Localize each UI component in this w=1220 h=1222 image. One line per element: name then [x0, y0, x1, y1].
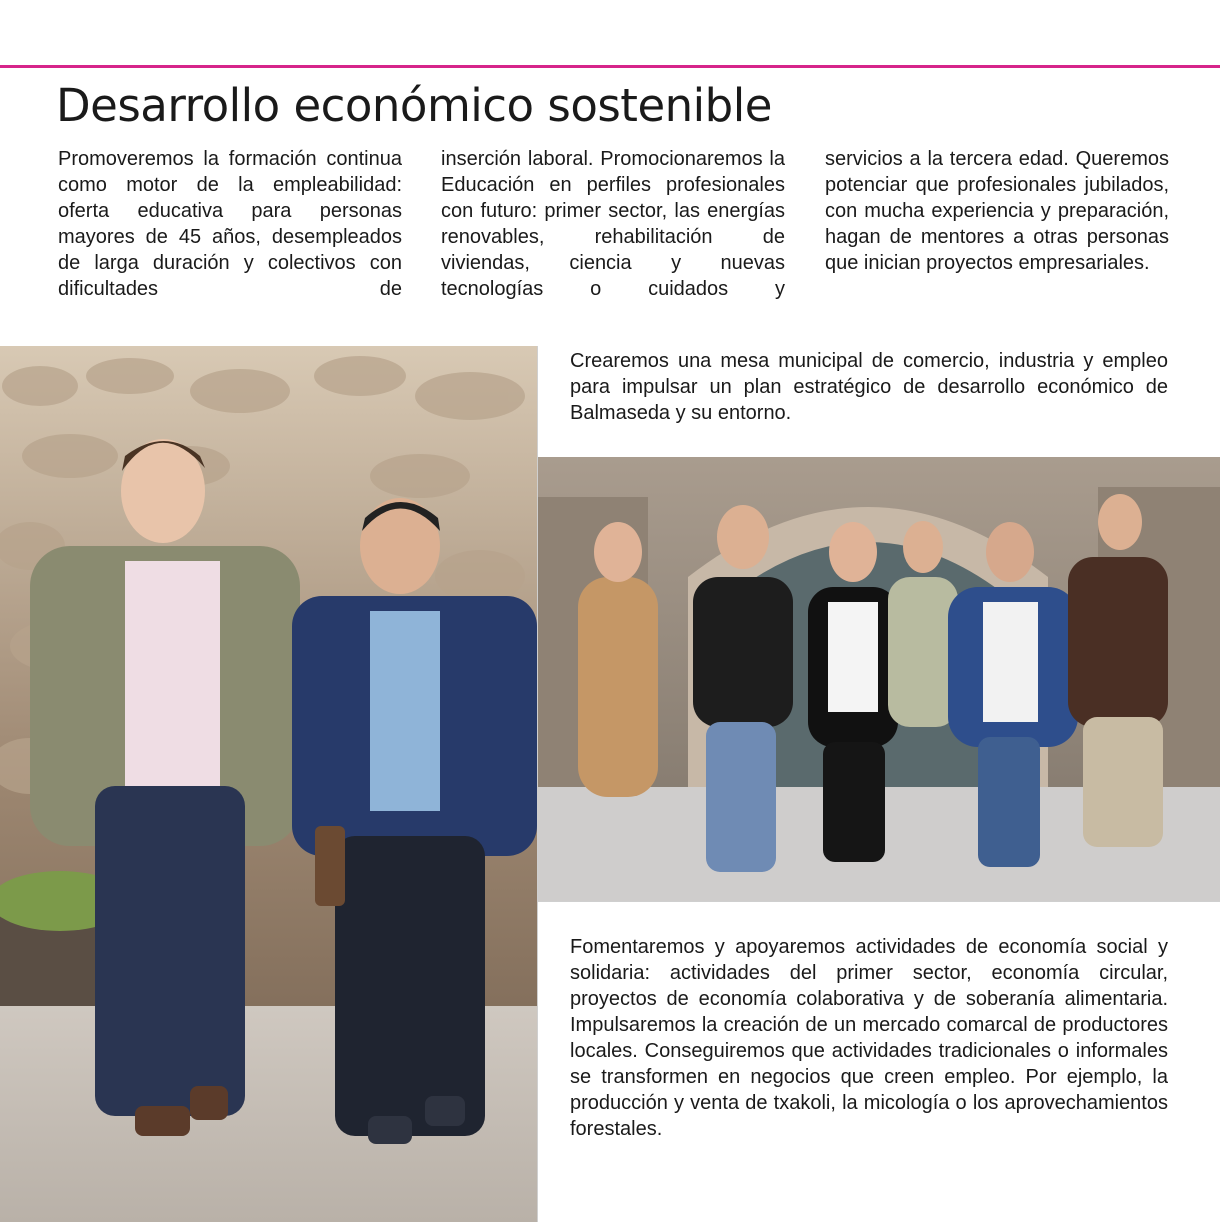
- intro-column-3: servicios a la tercera edad. Queremos potenciar que profesionales jubilados, con mucha experiencia y preparación, hagan de mentores a otras personas que inician proyectos empresariales.: [825, 148, 1169, 274]
- intro-column-1: Promoveremos la formación continua como motor de la empleabilidad: oferta educativa para personas mayores de 45 años, desempleados de larga duración y colectivos con dificultades de: [58, 148, 402, 300]
- accent-rule: [0, 65, 1220, 68]
- intro-column-2: inserción laboral. Promocionaremos la Educación en perfiles profesionales con futuro: primer sector, las energías renovables, rehabilitación de viviendas, ciencia y nuevas tecnologías o cuidados y: [441, 148, 785, 300]
- page-title: Desarrollo económico sostenible: [56, 79, 772, 132]
- photo-two-men-walking: [0, 346, 538, 1222]
- paragraph-mesa-municipal: Crearemos una mesa municipal de comercio, industria y empleo para impulsar un plan estratégico de desarrollo económico de Balmaseda y su entorno.: [570, 350, 1168, 424]
- photo-group-walking: [538, 457, 1220, 902]
- paragraph-economia-social: Fomentaremos y apoyaremos actividades de economía social y solidaria: actividades del primer sector, economía circular, proyectos de economía colaborativa y de soberanía alimentaria. Impulsaremos la creación de un mercado comarcal de productores locales. Conseguiremos que actividades tradicionales o informales se transformen en negocios que creen empleo. Por ejemplo, la producción y venta de txakoli, la micología o los aprovechamientos forestales.: [570, 936, 1168, 1140]
